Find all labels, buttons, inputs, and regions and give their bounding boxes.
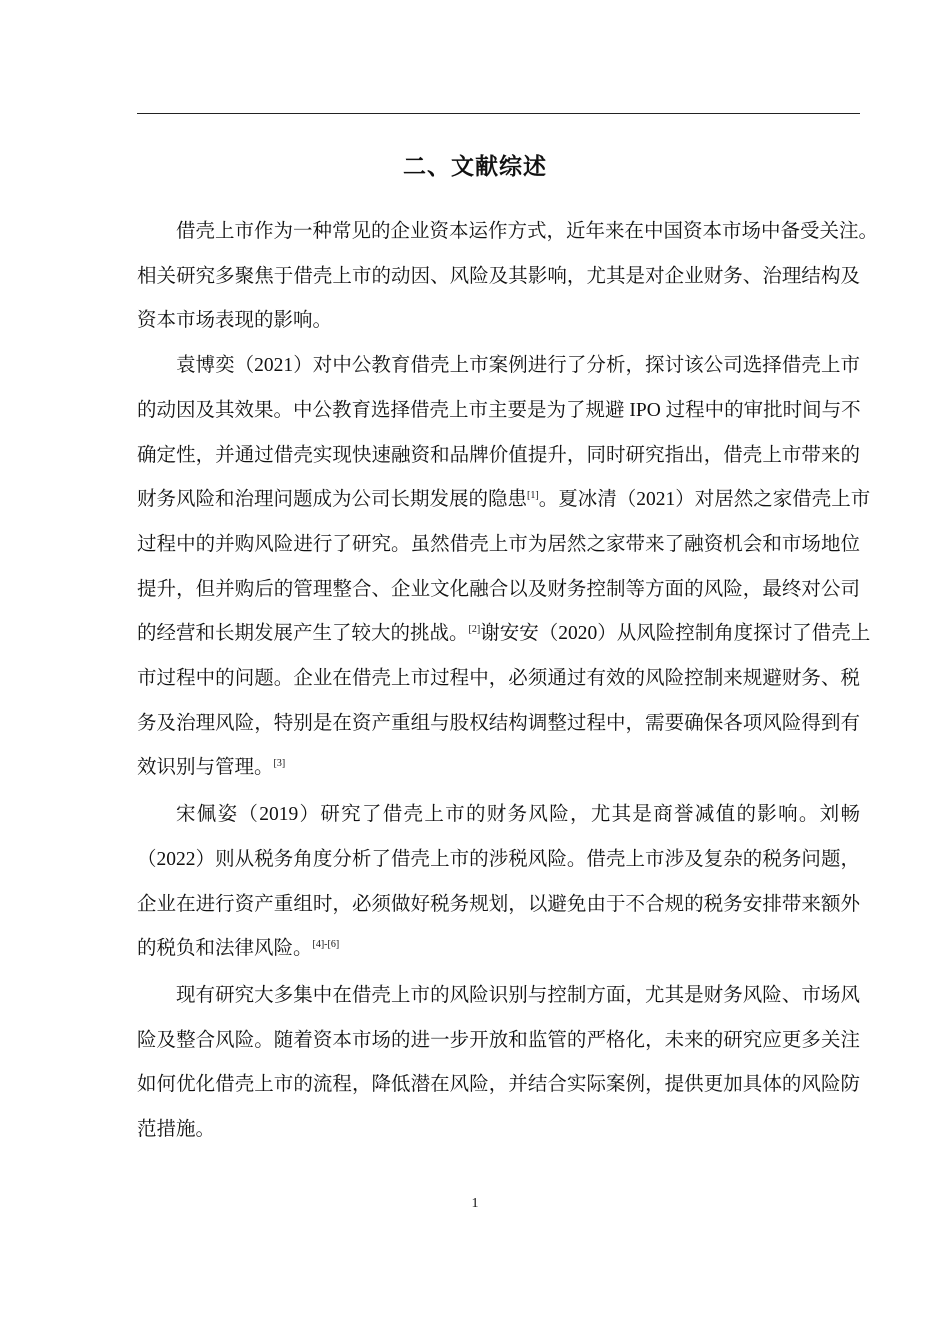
text-line xyxy=(137,612,871,657)
line-text: 谢安安（2020）从风险控制角度探讨了借壳上 xyxy=(480,623,871,645)
text-line xyxy=(137,883,860,928)
paragraph xyxy=(137,793,860,972)
text-line xyxy=(137,478,871,523)
section-heading: 二、文献综述 xyxy=(403,153,547,179)
line-text: 的经营和长期发展产生了较大的挑战。 xyxy=(137,623,469,645)
line-text: 借壳上市作为一种常见的企业资本运作方式，近年来在中国资本市场中备受关注。 xyxy=(176,221,879,242)
line-text: 确定性，并通过借壳实现快速融资和品牌价值提升，同时研究指出，借壳上市带来的 xyxy=(137,444,860,466)
text-line xyxy=(137,434,860,479)
line-text: 如何优化借壳上市的流程，降低潜在风险，并结合实际案例，提供更加具体的风险防 xyxy=(137,1074,860,1096)
text-line xyxy=(137,974,860,1019)
text-line xyxy=(137,255,860,300)
text-line xyxy=(137,657,860,702)
text-line xyxy=(137,702,860,747)
line-text: 袁博奕（2021）对中公教育借壳上市案例进行了分析，探讨该公司选择借壳上市 xyxy=(176,355,860,377)
line-text: 企业在进行资产重组时，必须做好税务规划，以避免由于不合规的税务安排带来额外 xyxy=(137,893,860,915)
paragraph xyxy=(137,344,871,791)
text-line xyxy=(137,523,860,568)
paragraph xyxy=(137,210,879,344)
page-number: 1 xyxy=(471,1196,479,1211)
text-line xyxy=(137,1108,860,1153)
citation-ref: [3] xyxy=(273,758,286,770)
header-rule xyxy=(137,113,860,114)
line-text: 务及治理风险，特别是在资产重组与股权结构调整过程中，需要确保各项风险得到有 xyxy=(137,712,860,734)
line-text: 效识别与管理。 xyxy=(137,757,274,779)
text-line xyxy=(137,838,860,883)
line-text: 相关研究多聚焦于借壳上市的动因、风险及其影响，尤其是对企业财务、治理结构及 xyxy=(137,265,860,287)
line-text: 财务风险和治理问题成为公司长期发展的隐患 xyxy=(137,489,528,511)
line-text: 过程中的并购风险进行了研究。虽然借壳上市为居然之家带来了融资机会和市场地位 xyxy=(137,533,860,555)
text-line xyxy=(137,568,860,613)
line-text: 的税负和法律风险。 xyxy=(137,938,313,960)
citation-ref: [2] xyxy=(468,624,481,636)
text-line xyxy=(137,1063,860,1108)
document-body xyxy=(137,210,879,1153)
text-line xyxy=(137,344,860,389)
text-line xyxy=(137,746,860,791)
text-line xyxy=(137,927,860,972)
citation-ref: [4]-[6] xyxy=(312,939,340,951)
citation-ref: [1] xyxy=(527,490,539,502)
paragraph xyxy=(137,974,860,1153)
line-text: 资本市场表现的影响。 xyxy=(137,310,333,332)
text-line xyxy=(137,299,860,344)
line-text: 市过程中的问题。企业在借壳上市过程中，必须通过有效的风险控制来规避财务、税 xyxy=(137,668,860,690)
line-text: 宋佩姿（2019）研究了借壳上市的财务风险，尤其是商誉减值的影响。刘畅 xyxy=(176,804,860,826)
line-text: 提升，但并购后的管理整合、企业文化融合以及财务控制等方面的风险，最终对公司 xyxy=(137,578,860,600)
text-line xyxy=(137,1019,860,1064)
line-text: 险及整合风险。随着资本市场的进一步开放和监管的严格化，未来的研究应更多关注 xyxy=(137,1029,860,1051)
line-text: 范措施。 xyxy=(137,1119,216,1141)
line-text: 现有研究大多集中在借壳上市的风险识别与控制方面，尤其是财务风险、市场风 xyxy=(176,984,860,1006)
line-text: 。夏冰清（2021）对居然之家借壳上市 xyxy=(538,489,871,511)
text-line xyxy=(137,210,879,255)
line-text: 的动因及其效果。中公教育选择借壳上市主要是为了规避 IPO 过程中的审批时间与不 xyxy=(137,399,861,421)
text-line xyxy=(137,793,860,838)
line-text: （2022）则从税务角度分析了借壳上市的涉税风险。借壳上市涉及复杂的税务问题， xyxy=(137,848,860,870)
text-line xyxy=(137,389,860,434)
